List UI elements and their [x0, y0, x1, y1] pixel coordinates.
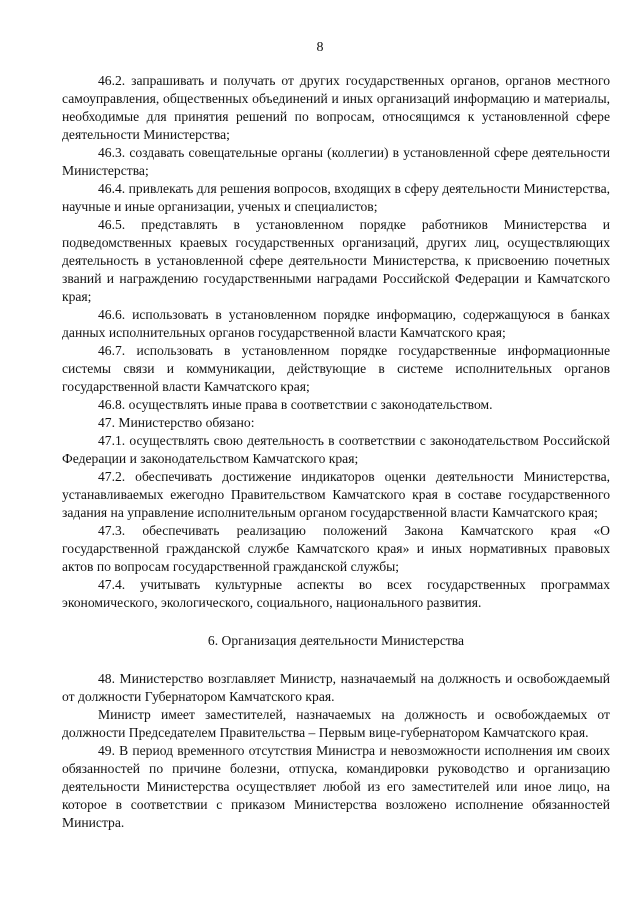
paragraph-46-4: 46.4. привлекать для решения вопросов, входящих в сферу деятельности Министерства, научные и иные организации, ученых и специалистов; [62, 181, 610, 214]
paragraph-47-3: 47.3. обеспечивать реализацию положений Закона Камчатского края «О государственной гражданской службе Камчатского края» и иных нормативных правовых актов по вопросам государственной гражданской службы; [62, 523, 610, 574]
paragraph-48-deputies: Министр имеет заместителей, назначаемых на должность и освобождаемых от должности Председателем Правительства – Первым вице-губернатором Камчатского края. [62, 707, 610, 740]
paragraph-47-4: 47.4. учитывать культурные аспекты во всех государственных программах экономического, экологического, социального, национального развития. [62, 577, 610, 610]
paragraph-46-5: 46.5. представлять в установленном порядке работников Министерства и подведомственных краевых государственных организаций, других лиц, осуществляющих деятельность в установленной сфере деятельности Министерства, к присвоению почетных званий и награждению государственными наградами Российской Федерации и Камчатского края; [62, 217, 610, 304]
section-title: 6. Организация деятельности Министерства [207, 633, 465, 648]
paragraph-48: 48. Министерство возглавляет Министр, назначаемый на должность и освобождаемый от должности Губернатором Камчатского края. [62, 671, 610, 704]
paragraph-46-2: 46.2. запрашивать и получать от других государственных органов, органов местного самоуправления, общественных объединений и иных организаций информацию и материалы, необходимые для принятия решений по вопросам, относящимся к установленной сфере деятельности Министерства; [62, 73, 610, 142]
paragraph-47-1: 47.1. осуществлять свою деятельность в соответствии с законодательством Российской Федерации и законодательством Камчатского края; [62, 433, 610, 466]
paragraph-46-8: 46.8. осуществлять иные права в соответствии с законодательством. [98, 397, 493, 412]
paragraph-46-7: 46.7. использовать в установленном порядке государственные информационные системы связи и коммуникации, действующие в системе исполнительных органов государственной власти Камчатского края; [62, 343, 610, 394]
paragraph-47-2: 47.2. обеспечивать достижение индикаторов оценки деятельности Министерства, устанавливаемых ежегодно Правительством Камчатского края в составе государственного задания на управление исполнительным органом государственной власти Камчатского края; [62, 469, 610, 520]
page-number: 8 [316, 40, 324, 55]
paragraph-46-3: 46.3. создавать совещательные органы (коллегии) в установленной сфере деятельности Министерства; [62, 145, 610, 178]
paragraph-47: 47. Министерство обязано: [98, 415, 255, 430]
document-body [62, 72, 610, 832]
paragraph-46-6: 46.6. использовать в установленном порядке информацию, содержащуюся в банках данных исполнительных органов государственной власти Камчатского края; [62, 307, 610, 340]
paragraph-49: 49. В период временного отсутствия Министра и невозможности исполнения им своих обязанностей по причине болезни, отпуска, командировки руководство и организацию деятельности Министерства осуществляет любой из его заместителей или иное лицо, на которое в соответствии с приказом Министерства возложено исполнение обязанностей Министра. [62, 743, 610, 830]
